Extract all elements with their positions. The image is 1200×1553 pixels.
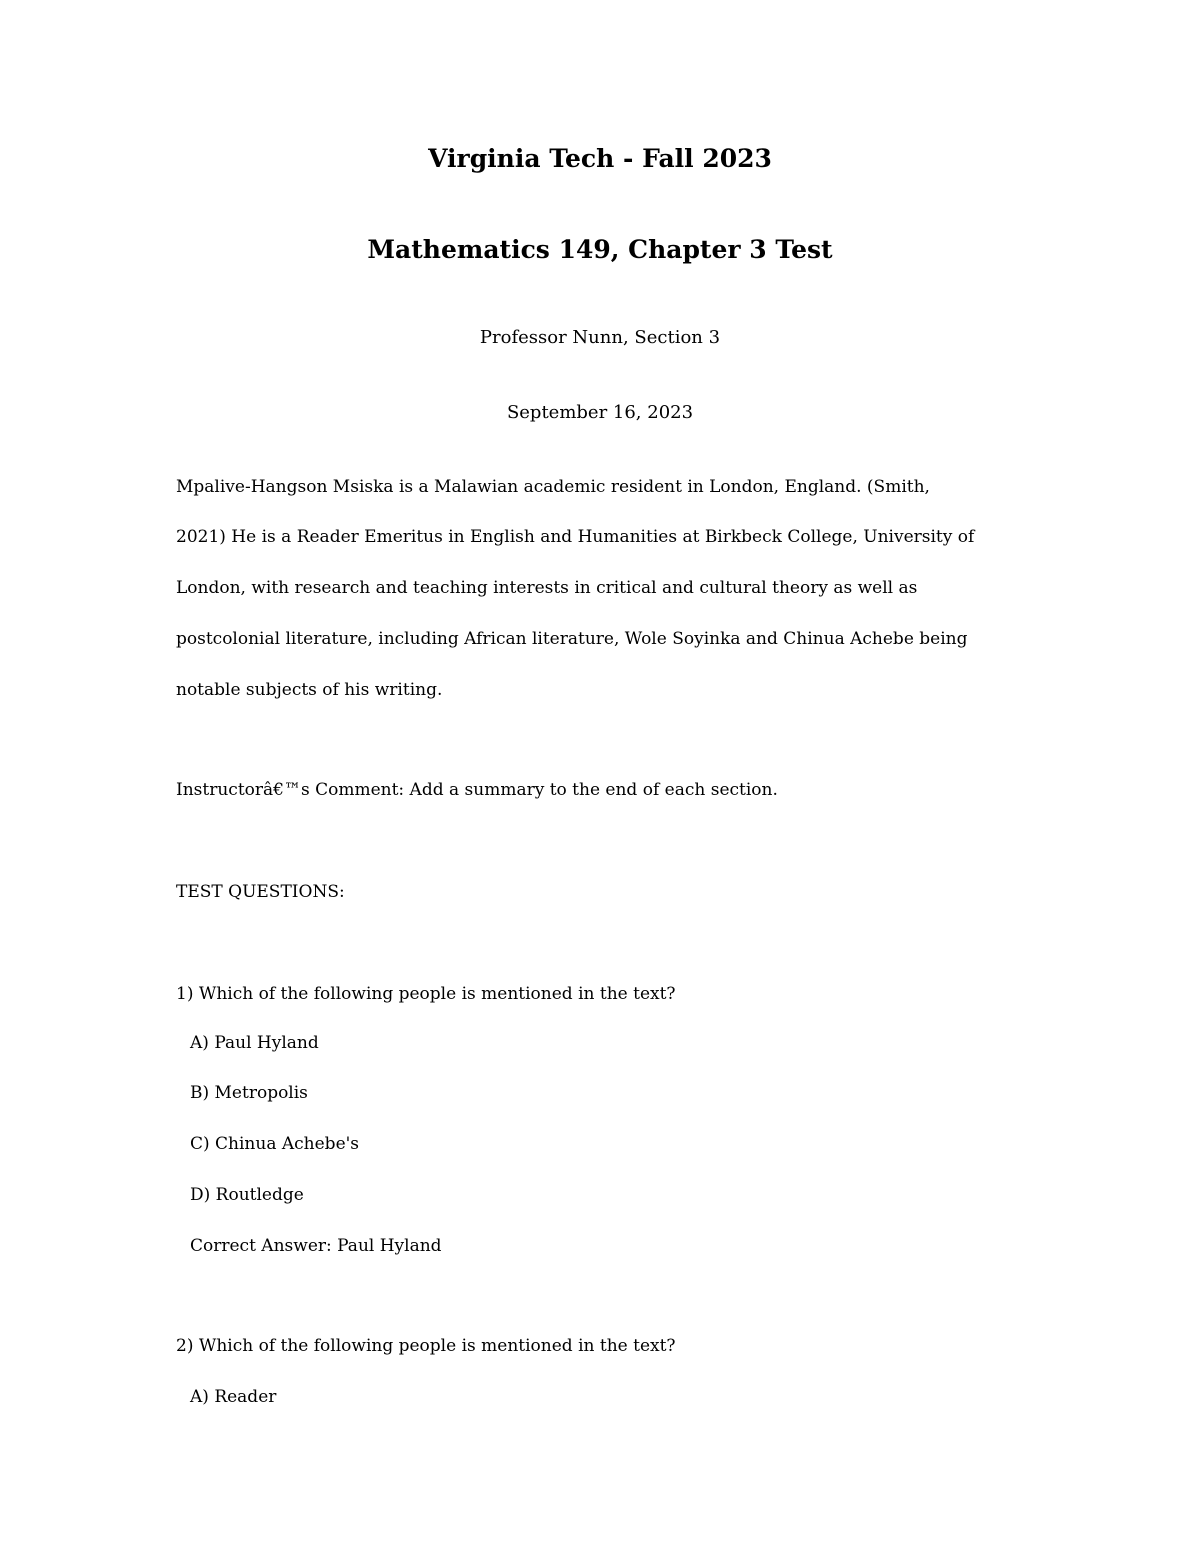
- test-date: September 16, 2023: [506, 402, 694, 423]
- passage-line: 2021) He is a Reader Emeritus in English and Humanities at Birkbeck College, University of: [176, 527, 975, 547]
- question-prompt: 2) Which of the following people is mentioned in the text?: [176, 1336, 676, 1356]
- passage-line: notable subjects of his writing.: [176, 680, 443, 700]
- passage-line: London, with research and teaching interests in critical and cultural theory as well as: [176, 578, 918, 598]
- course-title: Mathematics 149, Chapter 3 Test: [367, 235, 833, 264]
- answer-option: A) Reader: [190, 1387, 277, 1407]
- passage-line: postcolonial literature, including African literature, Wole Soyinka and Chinua Achebe being: [176, 629, 968, 649]
- instructor-section: Professor Nunn, Section 3: [479, 327, 721, 348]
- question-prompt: 1) Which of the following people is mentioned in the text?: [176, 984, 676, 1004]
- correct-answer: Correct Answer: Paul Hyland: [190, 1236, 442, 1256]
- institution-title: Virginia Tech - Fall 2023: [428, 144, 772, 173]
- instructor-comment: Instructorâ€™s Comment: Add a summary to the end of each section.: [176, 780, 778, 800]
- questions-heading: TEST QUESTIONS:: [176, 882, 345, 902]
- answer-option: A) Paul Hyland: [190, 1033, 319, 1053]
- answer-option: D) Routledge: [190, 1185, 304, 1205]
- answer-option: C) Chinua Achebe's: [190, 1134, 360, 1154]
- answer-option: B) Metropolis: [190, 1083, 308, 1103]
- passage-line: Mpalive-Hangson Msiska is a Malawian academic resident in London, England. (Smith,: [176, 477, 930, 497]
